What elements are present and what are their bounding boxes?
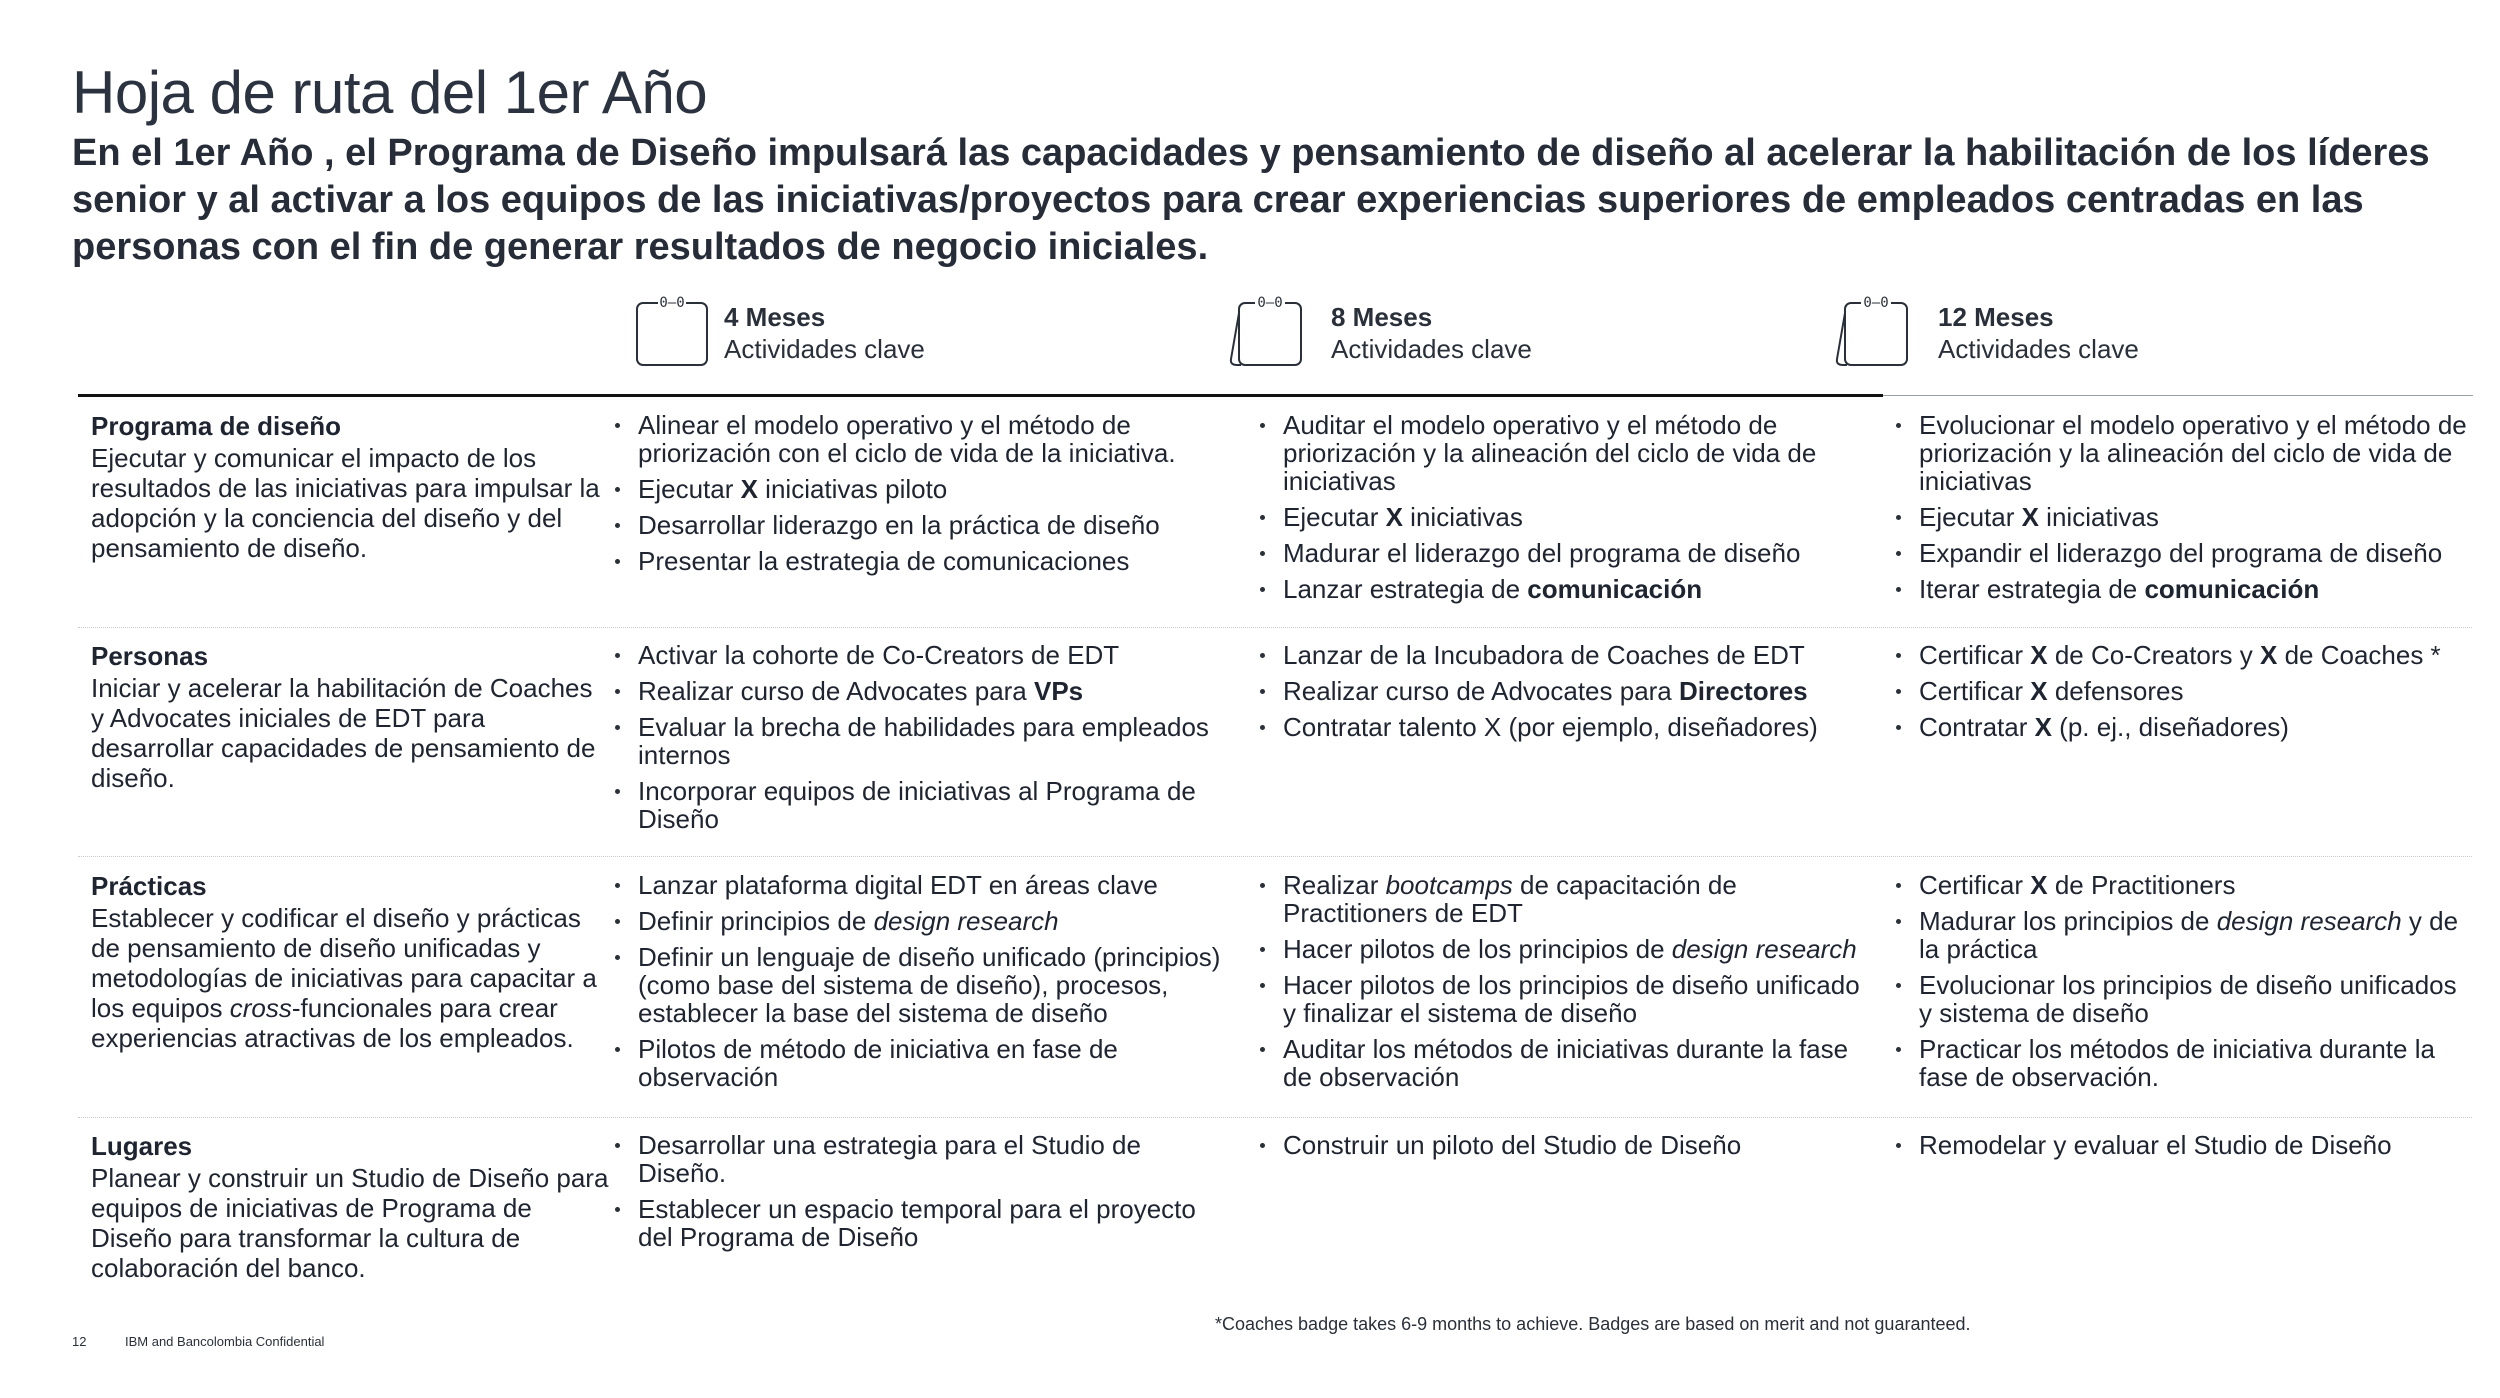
bold-text: X <box>2030 640 2048 670</box>
text-run: Incorporar equipos de iniciativas al Programa de Diseño <box>638 776 1196 834</box>
list-item <box>615 1035 1235 1091</box>
text-run: (p. ej., diseñadores) <box>2051 712 2289 742</box>
text-run: Evolucionar los principios de diseño unificados y sistema de diseño <box>1919 970 2457 1028</box>
text-run: Definir un lenguaje de diseño unificado (principios) (como base del sistema de diseño), procesos, establecer la base del sistema de diseño <box>638 942 1221 1028</box>
calendar-stack-icon <box>1227 293 1307 368</box>
roadmap-cell <box>615 641 1235 841</box>
text-run: Activar la cohorte de Co-Creators de EDT <box>638 640 1120 670</box>
text-run: Realizar <box>1283 870 1386 900</box>
svg-text:0—0: 0—0 <box>659 295 685 311</box>
phase-label: Actividades clave <box>1938 334 2139 364</box>
text-run: Evolucionar el modelo operativo y el método de priorización y la alineación del ciclo de vida de iniciativas <box>1919 410 2467 496</box>
text-run: Auditar el modelo operativo y el método de priorización y la alineación del ciclo de vida de iniciativas <box>1283 410 1817 496</box>
bold-text: X <box>2030 676 2048 706</box>
footnote: *Coaches badge takes 6-9 months to achieve. Badges are based on merit and not guaranteed. <box>1215 1314 1971 1334</box>
calendar-stack-icon <box>1833 293 1913 368</box>
bold-text: X <box>1385 502 1403 532</box>
row-description: Iniciar y acelerar la habilitación de Coaches y Advocates iniciales de EDT para desarrollar capacidades de pensamiento de diseño. <box>91 673 596 793</box>
text-run: Auditar los métodos de iniciativas durante la fase de observación <box>1283 1034 1849 1092</box>
italic-text: design research <box>1671 934 1857 964</box>
list-item <box>1260 935 1860 963</box>
row-description: Planear y construir un Studio de Diseño para equipos de iniciativas de Programa de Diseño para transformar la cultura de colaboración del banco. <box>91 1163 609 1283</box>
list-item <box>1896 575 2476 603</box>
text-run: Hacer pilotos de los principios de diseño unificado y finalizar el sistema de diseño <box>1283 970 1860 1028</box>
list-item <box>1260 1035 1860 1091</box>
row-heading: Programa de diseño <box>91 411 341 441</box>
text-run: Lanzar estrategia de <box>1283 574 1528 604</box>
text-run: defensores <box>2047 676 2184 706</box>
text-run: Lanzar plataforma digital EDT en áreas clave <box>638 870 1158 900</box>
phase-months: 12 Meses <box>1938 302 2054 332</box>
text-run: de Coaches * <box>2277 640 2441 670</box>
bold-text: X <box>2034 712 2052 742</box>
list-item <box>1260 539 1860 567</box>
text-run: Realizar curso de Advocates para <box>1283 676 1679 706</box>
text-run: Madurar el liderazgo del programa de diseño <box>1283 538 1801 568</box>
activity-list <box>615 871 1235 1091</box>
italic-text: design research <box>2216 906 2402 936</box>
bold-text: X <box>740 474 758 504</box>
calendar-icon <box>636 293 716 368</box>
text-run: Iterar estrategia de <box>1919 574 2145 604</box>
activity-list <box>1896 411 2476 603</box>
text-run: Pilotos de método de iniciativa en fase de observación <box>638 1034 1118 1092</box>
text-run: Presentar la estrategia de comunicaciones <box>638 546 1130 576</box>
activity-list <box>1260 1131 1860 1159</box>
list-item <box>1260 871 1860 927</box>
roadmap-cell <box>1896 1131 2476 1167</box>
list-item <box>615 713 1235 769</box>
list-item <box>615 475 1235 503</box>
list-item <box>615 943 1235 1027</box>
list-item <box>615 907 1235 935</box>
list-item <box>1896 713 2476 741</box>
roadmap-cell <box>615 411 1235 583</box>
text-run: Construir un piloto del Studio de Diseño <box>1283 1130 1742 1160</box>
bold-text: comunicación <box>2144 574 2320 604</box>
list-item <box>1260 713 1860 741</box>
text-run: iniciativas piloto <box>757 474 948 504</box>
text-run: iniciativas <box>1402 502 1523 532</box>
text-run: Desarrollar una estrategia para el Studio de Diseño. <box>638 1130 1141 1188</box>
text-run: Expandir el liderazgo del programa de diseño <box>1919 538 2443 568</box>
text-run: de capacitación de Practitioners de EDT <box>1283 870 1737 928</box>
svg-text:0—0: 0—0 <box>1257 295 1283 311</box>
bold-text: X <box>2021 502 2039 532</box>
text-run: Realizar curso de Advocates para <box>638 676 1034 706</box>
page-title: Hoja de ruta del 1er Año <box>72 59 708 126</box>
row-label-programa <box>91 411 611 563</box>
list-item <box>1896 971 2476 1027</box>
row-heading: Personas <box>91 641 209 671</box>
text-run: iniciativas <box>2038 502 2159 532</box>
text-run: y de la práctica <box>1919 906 2459 964</box>
italic-text: cross <box>229 993 292 1023</box>
list-item <box>1896 871 2476 899</box>
list-item <box>615 511 1235 539</box>
list-item <box>615 871 1235 899</box>
text-run: Remodelar y evaluar el Studio de Diseño <box>1919 1130 2392 1160</box>
text-run: Practicar los métodos de iniciativa durante la fase de observación. <box>1919 1034 2435 1092</box>
list-item <box>1260 411 1860 495</box>
activity-list <box>1260 411 1860 603</box>
text-run: Alinear el modelo operativo y el método de priorización con el ciclo de vida de la iniciativa. <box>638 410 1176 468</box>
list-item <box>1260 971 1860 1027</box>
list-item <box>1896 1035 2476 1091</box>
row-label-lugares <box>91 1131 611 1283</box>
text-run: Madurar los principios de <box>1919 906 2217 936</box>
roadmap-cell <box>1260 641 1860 749</box>
text-run: -funcionales para crear experiencias atractivas de los empleados. <box>91 993 574 1053</box>
list-item <box>1260 575 1860 603</box>
text-run: Establecer un espacio temporal para el proyecto del Programa de Diseño <box>638 1194 1196 1252</box>
text-run: Ejecutar <box>638 474 741 504</box>
italic-text: bootcamps <box>1385 870 1513 900</box>
table-header-rule-thin <box>1883 395 2473 396</box>
list-item <box>1896 677 2476 705</box>
text-run: Hacer pilotos de los principios de <box>1283 934 1672 964</box>
roadmap-cell <box>615 1131 1235 1259</box>
activity-list <box>1260 871 1860 1091</box>
text-run: Desarrollar liderazgo en la práctica de diseño <box>638 510 1160 540</box>
activity-list <box>615 411 1235 575</box>
list-item <box>1896 503 2476 531</box>
text-run: Lanzar de la Incubadora de Coaches de EDT <box>1283 640 1805 670</box>
text-run: Ejecutar <box>1919 502 2022 532</box>
activity-list <box>1896 641 2476 741</box>
list-item <box>615 1131 1235 1187</box>
text-run: Certificar <box>1919 676 2031 706</box>
row-divider <box>78 1117 2472 1118</box>
list-item <box>1896 641 2476 669</box>
list-item <box>1260 677 1860 705</box>
list-item <box>615 1195 1235 1251</box>
text-run: Definir principios de <box>638 906 874 936</box>
list-item <box>1260 641 1860 669</box>
roadmap-cell <box>1896 871 2476 1099</box>
table-header-rule <box>78 394 1883 397</box>
page-number: 12 <box>72 1334 87 1349</box>
activity-list <box>1260 641 1860 741</box>
text-run: Ejecutar <box>1283 502 1386 532</box>
bold-text: Directores <box>1679 676 1808 706</box>
list-item <box>615 777 1235 833</box>
activity-list <box>1896 1131 2476 1159</box>
roadmap-cell <box>615 871 1235 1099</box>
row-divider <box>78 856 2472 857</box>
list-item <box>1896 907 2476 963</box>
phase-months: 4 Meses <box>724 302 826 332</box>
text-run: Certificar <box>1919 870 2031 900</box>
bold-text: VPs <box>1034 676 1084 706</box>
activity-list <box>615 1131 1235 1251</box>
row-description <box>91 903 597 1053</box>
text-run: Establecer y codificar el diseño y prácticas de pensamiento de diseño unificadas y metodologías de iniciativas para capacitar a los equipos <box>91 903 597 1023</box>
bold-text: comunicación <box>1527 574 1703 604</box>
bold-text: X <box>2260 640 2278 670</box>
text-run: Certificar <box>1919 640 2031 670</box>
row-label-practicas <box>91 871 611 1053</box>
list-item <box>615 677 1235 705</box>
italic-text: design research <box>873 906 1059 936</box>
list-item <box>1896 411 2476 495</box>
roadmap-cell <box>1260 1131 1860 1167</box>
page-subtitle: En el 1er Año , el Programa de Diseño impulsará las capacidades y pensamiento de diseño al acelerar la habilitación de los líderes senior y al activar a los equipos de las iniciativas/proyectos para crear experiencias superiores de empleados centradas en las personas con el fin de generar resultados de negocio iniciales. <box>72 132 2430 268</box>
list-item <box>1260 1131 1860 1159</box>
list-item <box>1260 503 1860 531</box>
bold-text: X <box>2030 870 2048 900</box>
row-divider <box>78 627 2472 628</box>
list-item <box>615 411 1235 467</box>
roadmap-cell <box>1260 411 1860 611</box>
row-heading: Lugares <box>91 1131 193 1161</box>
svg-text:0—0: 0—0 <box>1863 295 1889 311</box>
activity-list <box>1896 871 2476 1091</box>
row-description: Ejecutar y comunicar el impacto de los resultados de las iniciativas para impulsar la adopción y la conciencia del diseño y del pensamiento de diseño. <box>91 443 600 563</box>
text-run: Contratar <box>1919 712 2035 742</box>
roadmap-cell <box>1260 871 1860 1099</box>
text-run: Evaluar la brecha de habilidades para empleados internos <box>638 712 1209 770</box>
phase-months: 8 Meses <box>1331 302 1433 332</box>
roadmap-cell <box>1896 641 2476 749</box>
list-item <box>615 641 1235 669</box>
confidentiality-notice: IBM and Bancolombia Confidential <box>125 1334 325 1349</box>
roadmap-cell <box>1896 411 2476 611</box>
list-item <box>1896 539 2476 567</box>
list-item <box>615 547 1235 575</box>
list-item <box>1896 1131 2476 1159</box>
row-label-personas <box>91 641 611 793</box>
text-run: Contratar talento X (por ejemplo, diseñadores) <box>1283 712 1818 742</box>
activity-list <box>615 641 1235 833</box>
text-run: de Co-Creators y <box>2047 640 2260 670</box>
text-run: de Practitioners <box>2047 870 2236 900</box>
phase-label: Actividades clave <box>724 334 925 364</box>
row-heading: Prácticas <box>91 871 207 901</box>
phase-label: Actividades clave <box>1331 334 1532 364</box>
